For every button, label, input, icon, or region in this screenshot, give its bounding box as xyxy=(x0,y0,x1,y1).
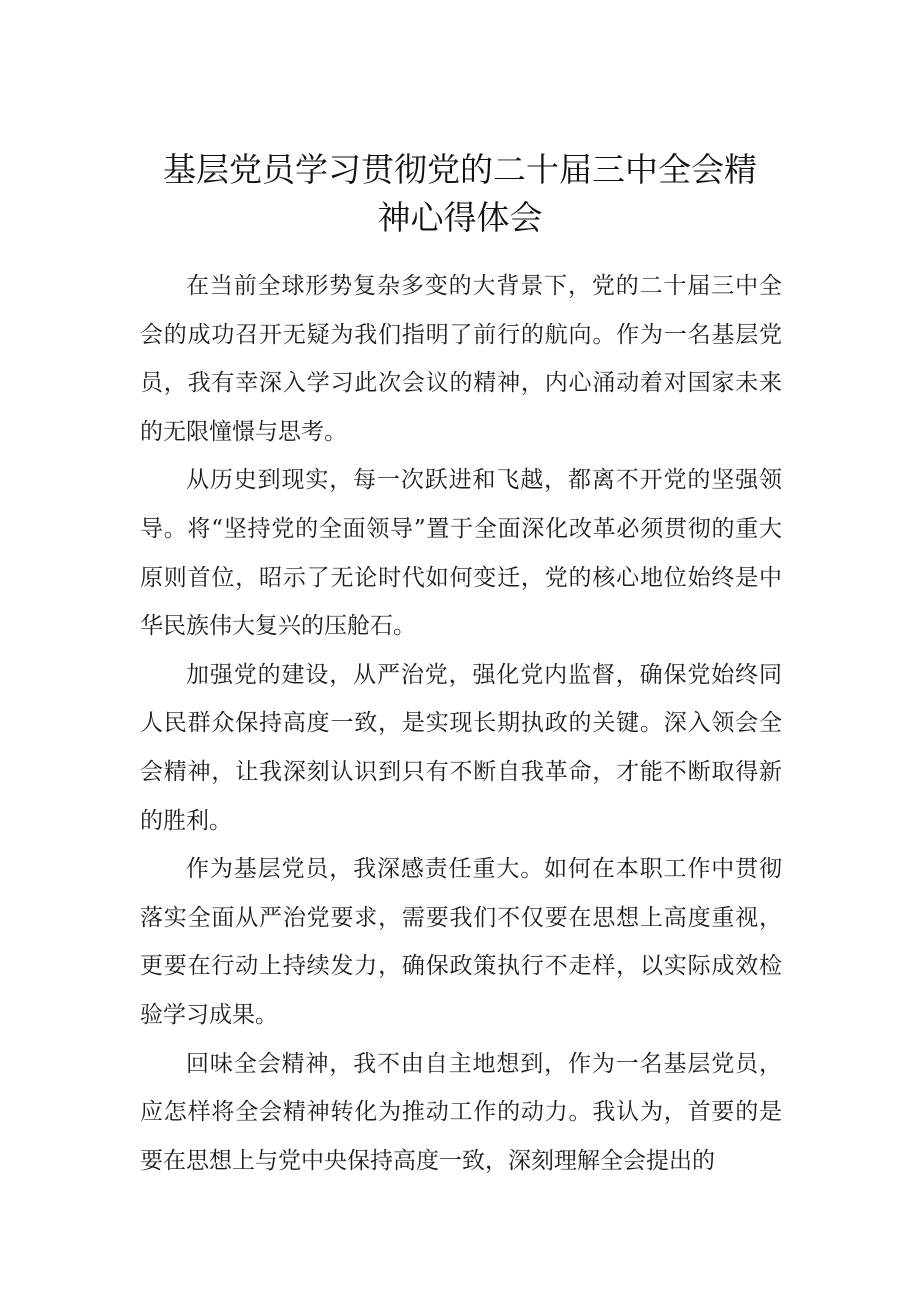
document-title xyxy=(130,146,790,242)
title-line-1: 基层党员学习贯彻党的二十届三中全会精 xyxy=(163,150,757,189)
paragraph-2: 从历史到现实，每一次跃进和飞越，都离不开党的坚强领导。将“坚持党的全面领导”置于全面深化改革必须贯彻的重大原则首位，昭示了无论时代如何变迁，党的核心地位始终是中华民族伟大复兴的压舱石。 xyxy=(140,467,782,640)
title-line-2: 神心得体会 xyxy=(377,198,543,237)
document-body xyxy=(140,262,782,1185)
paragraph-3: 加强党的建设，从严治党，强化党内监督，确保党始终同人民群众保持高度一致，是实现长期执政的关键。深入领会全会精神，让我深刻认识到只有不断自我革命，才能不断取得新的胜利。 xyxy=(140,661,782,834)
paragraph-4: 作为基层党员，我深感责任重大。如何在本职工作中贯彻落实全面从严治党要求，需要我们不仅要在思想上高度重视，更要在行动上持续发力，确保政策执行不走样，以实际成效检验学习成果。 xyxy=(140,856,782,1028)
paragraph-5: 回味全会精神，我不由自主地想到，作为一名基层党员，应怎样将全会精神转化为推动工作的动力。我认为，首要的是要在思想上与党中央保持高度一致，深刻理解全会提出的 xyxy=(140,1050,782,1174)
paragraph-1: 在当前全球形势复杂多变的大背景下，党的二十届三中全会的成功召开无疑为我们指明了前行的航向。作为一名基层党员，我有幸深入学习此次会议的精神，内心涌动着对国家未来的无限憧憬与思考。 xyxy=(140,273,782,445)
